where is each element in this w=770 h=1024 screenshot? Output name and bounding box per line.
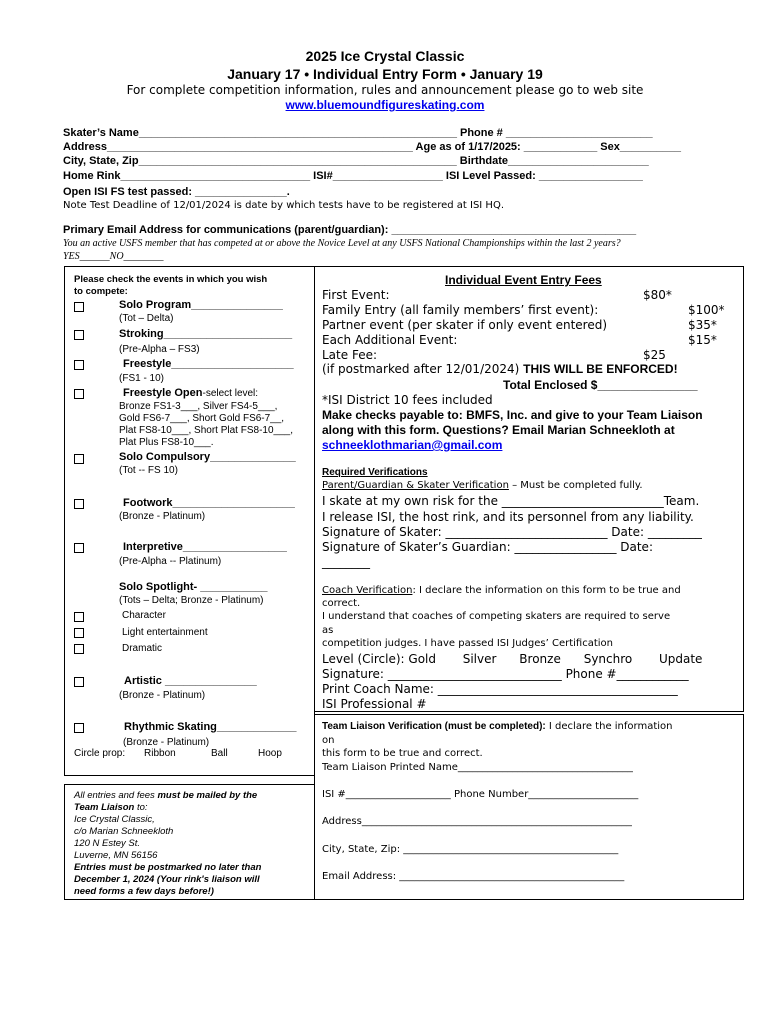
liaison-name-field[interactable]: Team Liaison Printed Name___________________________________	[322, 762, 633, 773]
footwork-checkbox[interactable]	[74, 499, 84, 509]
first-event-fee: $80*	[643, 288, 672, 302]
team-risk-field[interactable]: I skate at my own risk for the ___________________________Team.	[322, 494, 700, 508]
website-link[interactable]: www.bluemoundfigureskating.com	[285, 98, 485, 112]
rhythmic-label: Rhythmic Skating_____________	[124, 721, 297, 733]
prop-hoop[interactable]: Hoop	[258, 748, 282, 759]
family-entry-label: Family Entry (all family members’ first event):	[322, 303, 599, 317]
liaison-email-link[interactable]: schneeklothmarian@gmail.com	[322, 438, 503, 452]
deadline-note: Note Test Deadline of 12/01/2024 is date by which tests have to be registered at ISI HQ.	[63, 200, 505, 211]
freestyle-open-level-4: Plat Plus FS8-10___.	[119, 437, 214, 448]
freestyle-label: Freestyle____________________	[123, 358, 294, 370]
liaison-text-2: on	[322, 735, 335, 746]
home-rink-field[interactable]: Home Rink_______________________________ ISI#__________________ ISI Level Passed: _________________	[63, 170, 643, 182]
mailing-instructions: All entries and fees must be mailed by the Team Liaison to: Ice Crystal Classic, c/o Marian Schneekloth 120 N Estey St. Luverne, MN 56156 Entries must be postmarked no later than December 1, 2024 (Your rink's liaison will need forms a few days before!)	[74, 790, 262, 897]
stroking-checkbox[interactable]	[74, 330, 84, 340]
artistic-checkbox[interactable]	[74, 677, 84, 687]
freestyle-open-label: Freestyle Open-select level:	[123, 387, 259, 399]
city-field[interactable]: City, State, Zip____________________________________________________ Birthdate_______________________	[63, 155, 649, 167]
freestyle-checkbox[interactable]	[74, 360, 84, 370]
liaison-city-field[interactable]: City, State, Zip: ___________________________________________	[322, 844, 619, 855]
circle-prop-label: Circle prop:	[74, 748, 126, 759]
liaison-isi-phone-field[interactable]: ISI #_____________________ Phone Number______________________	[322, 789, 639, 800]
solo-program-checkbox[interactable]	[74, 302, 84, 312]
light-entertainment-checkbox[interactable]	[74, 628, 84, 638]
character-label: Character	[122, 610, 166, 621]
additional-event-label: Each Additional Event:	[322, 333, 458, 347]
coach-name-field[interactable]: Print Coach Name: ________________________________________	[322, 682, 678, 696]
solo-program-range: (Tot – Delta)	[119, 313, 174, 324]
form-subtitle: January 17 • Individual Entry Form • January 19	[227, 66, 543, 82]
dramatic-checkbox[interactable]	[74, 644, 84, 654]
coach-text-3: I understand that coaches of competing skaters are required to serve	[322, 611, 671, 622]
interpretive-label: Interpretive_________________	[123, 541, 287, 553]
solo-compulsory-label: Solo Compulsory______________	[119, 451, 296, 463]
freestyle-range: (FS1 - 10)	[119, 373, 165, 384]
freestyle-open-level-3: Plat FS8-10___, Short Plat FS8-10___,	[119, 425, 293, 436]
guardian-signature-field[interactable]: Signature of Skater’s Guardian: _________________ Date:	[322, 540, 653, 554]
email-field[interactable]: Primary Email Address for communications (parent/guardian): ________________________________________	[63, 224, 637, 236]
freestyle-open-level-2: Gold FS6-7___, Short Gold FS6-7__,	[119, 413, 285, 424]
yes-no-field[interactable]: YES______NO________	[63, 251, 164, 262]
prop-ribbon[interactable]: Ribbon	[144, 748, 176, 759]
light-entertainment-label: Light entertainment	[122, 627, 208, 638]
coach-text-2: correct.	[322, 598, 361, 609]
liaison-email-field[interactable]: Email Address: _____________________________________________	[322, 871, 625, 882]
solo-compulsory-range: (Tot -- FS 10)	[119, 465, 178, 476]
spotlight-label: Solo Spotlight- ___________	[119, 581, 268, 593]
postmark-note: (if postmarked after 12/01/2024) THIS WILL BE ENFORCED!	[322, 362, 678, 376]
footwork-label: Footwork____________________	[123, 497, 295, 509]
rhythmic-checkbox[interactable]	[74, 723, 84, 733]
artistic-label: Artistic _______________	[124, 675, 257, 687]
release-statement: I release ISI, the host rink, and its personnel from any liability.	[322, 510, 694, 524]
freestyle-open-checkbox[interactable]	[74, 389, 84, 399]
events-instruction: Please check the events in which you wish to compete:	[74, 274, 268, 297]
freestyle-open-level-1: Bronze FS1-3___, Silver FS4-5___,	[119, 401, 278, 412]
coach-isi-field[interactable]: ISI Professional #	[322, 697, 427, 711]
prop-ball[interactable]: Ball	[211, 748, 228, 759]
skater-name-field[interactable]: Skater’s Name____________________________________________________ Phone # ________________________	[63, 127, 653, 139]
liaison-address-field[interactable]: Address______________________________________________________	[322, 816, 632, 827]
solo-compulsory-checkbox[interactable]	[74, 454, 84, 464]
stroking-range: (Pre-Alpha – FS3)	[119, 344, 200, 355]
checks-note-2: along with this form. Questions? Email Marian Schneekloth at	[322, 423, 675, 437]
dramatic-label: Dramatic	[122, 643, 163, 654]
required-verifications-title: Required Verifications	[322, 467, 428, 478]
liaison-title: Team Liaison Verification (must be completed): I declare the information	[322, 721, 673, 732]
fees-title: Individual Event Entry Fees	[445, 273, 602, 287]
coach-text-4: as	[322, 625, 334, 636]
additional-event-fee: $15*	[688, 333, 717, 347]
interpretive-checkbox[interactable]	[74, 543, 84, 553]
rhythmic-range: (Bronze - Platinum)	[123, 737, 210, 748]
solo-program-label: Solo Program_______________	[119, 299, 283, 311]
late-fee-label: Late Fee:	[322, 348, 377, 362]
liaison-text-3: this form to be true and correct.	[322, 748, 483, 759]
skater-signature-field[interactable]: Signature of Skater: ___________________________ Date: _________	[322, 525, 702, 539]
footwork-range: (Bronze - Platinum)	[119, 511, 206, 522]
coach-text-5: competition judges. I have passed ISI Judges’ Certification	[322, 638, 613, 649]
form-title: 2025 Ice Crystal Classic	[305, 48, 465, 64]
interpretive-range: (Pre-Alpha -- Platinum)	[119, 556, 222, 567]
coach-verification-text: Coach Verification: I declare the information on this form to be true and	[322, 585, 681, 596]
family-entry-fee: $100*	[688, 303, 725, 317]
coach-signature-field[interactable]: Signature: _____________________________ Phone #____________	[322, 667, 689, 681]
partner-event-label: Partner event (per skater if only event entered)	[322, 318, 608, 332]
partner-event-fee: $35*	[688, 318, 717, 332]
total-enclosed-field[interactable]: Total Enclosed $_______________	[503, 378, 698, 392]
isi-test-field[interactable]: Open ISI FS test passed: _______________.	[63, 186, 290, 198]
guardian-date-field[interactable]: ________	[322, 555, 370, 569]
spotlight-range: (Tots – Delta; Bronze - Platinum)	[119, 595, 264, 606]
late-fee-amount: $25	[643, 348, 666, 362]
character-checkbox[interactable]	[74, 612, 84, 622]
address-field[interactable]: Address__________________________________________________ Age as of 1/17/2025: ____________ Sex__________	[63, 141, 681, 153]
first-event-label: First Event:	[322, 288, 390, 302]
guardian-verification-title: Parent/Guardian & Skater Verification – Must be completed fully.	[322, 480, 643, 491]
stroking-label: Stroking_____________________	[119, 328, 293, 340]
info-text: For complete competition information, rules and announcement please go to web site	[126, 83, 644, 97]
checks-note-1: Make checks payable to: BMFS, Inc. and give to your Team Liaison	[322, 408, 703, 422]
usfs-note: You an active USFS member that has competed at or above the Novice Level at any USFS National Championships within the last 2 years?	[63, 238, 621, 249]
district-fees-note: *ISI District 10 fees included	[322, 393, 493, 407]
coach-level-options[interactable]: Level (Circle): Gold Silver Bronze Synchro Update	[322, 652, 703, 666]
artistic-range: (Bronze - Platinum)	[119, 690, 206, 701]
